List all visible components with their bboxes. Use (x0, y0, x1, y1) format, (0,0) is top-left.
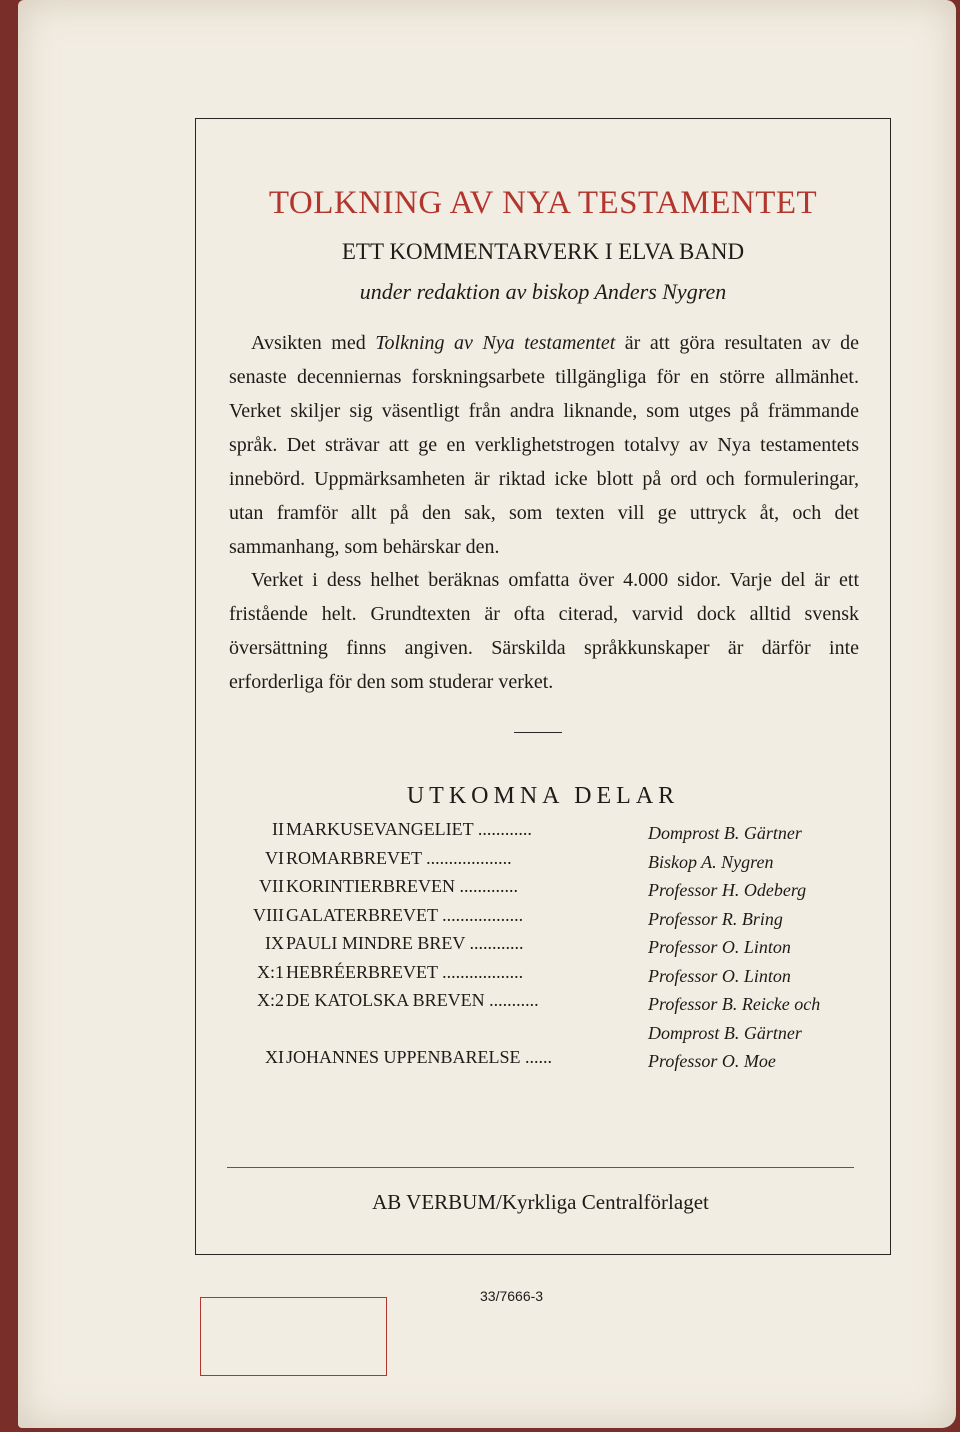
list-item (196, 819, 892, 848)
volume-title: KORINTIERBREVEN ............. (286, 876, 518, 896)
volume-title: DE KATOLSKA BREVEN ........... (286, 990, 539, 1010)
isbn-number: 33/7666-3 (480, 1288, 544, 1304)
content-frame (195, 118, 891, 1255)
volume-title: ROMARBREVET ................... (286, 847, 512, 868)
volume-author: Professor O. Linton (648, 965, 791, 986)
volume-author-line-2: Domprost B. Gärtner (648, 1022, 802, 1043)
intro-rest: är att göra resultaten av de senaste decenniernas forskningsarbete tillgängliga för en större allmänhet. Verket skiljer sig väsentligt från andra liknande, som utges på främmande språk. Det strävar att ge en verklighetstrogen totalvy av Nya testamentets innebörd. Uppmärksamheten är riktad icke blott på ord och formuleringar, utan framför allt på den sak, som texten vill ge uttryck åt, och det sammanhang, som behärskar den. (229, 332, 860, 558)
delar-heading: UTKOMNA DELAR (406, 783, 680, 809)
volume-author: Domprost B. Gärtner (648, 823, 802, 843)
volume-title: GALATERBREVET .................. (286, 904, 524, 925)
volume-number: VI (265, 847, 284, 868)
volume-number: VIII (253, 904, 284, 925)
volume-number: II (272, 819, 284, 839)
volume-author (648, 990, 878, 1047)
intro-paragraph-1 (229, 326, 859, 564)
volume-author: Professor H. Odeberg (648, 880, 807, 900)
price-box (200, 1297, 387, 1376)
intro-paragraph-2 (229, 563, 859, 699)
volume-number: IX (265, 933, 284, 953)
list-item (196, 905, 892, 934)
volume-author: Professor O. Linton (648, 937, 791, 957)
volume-author: Professor O. Moe (648, 1051, 776, 1071)
list-item (196, 876, 892, 905)
list-item (196, 1047, 892, 1076)
list-item (196, 962, 892, 991)
list-item (196, 990, 892, 1047)
intro-italic-title: Tolkning av Nya testamentet (375, 332, 616, 354)
volume-author-line-1: Professor B. Reicke och (648, 994, 821, 1014)
volume-title: MARKUSEVANGELIET ............ (286, 819, 532, 839)
volume-author: Professor R. Bring (648, 908, 783, 929)
series-title: TOLKNING AV NYA TESTAMENTET (268, 185, 818, 221)
intro-p2-text: Verket i dess helhet beräknas omfatta över 4.000 sidor. Varje del är ett fristående helt. Grundtexten är ofta citerad, varvid dock alltid svensk översättning finns angiven. Särskilda språkkunskaper är därför inte erforderliga för den som studerar verket. (229, 569, 859, 693)
list-item (196, 933, 892, 962)
delar-list (196, 819, 892, 1076)
publisher-rule (227, 1167, 854, 1168)
editor-line: under redaktion av biskop Anders Nygren (359, 279, 727, 304)
volume-title: HEBRÉERBREVET .................. (286, 961, 524, 982)
intro-lead: Avsikten med (251, 332, 376, 354)
series-subtitle: ETT KOMMENTARVERK I ELVA BAND (341, 239, 745, 264)
volume-title: JOHANNES UPPENBARELSE ...... (286, 1047, 553, 1067)
volume-title: PAULI MINDRE BREV ............ (286, 933, 524, 953)
publisher-name: AB VERBUM/Kyrkliga Centralförlaget (372, 1190, 709, 1214)
volume-number: X:1 (257, 961, 284, 982)
volume-number: XI (265, 1047, 284, 1067)
list-item (196, 848, 892, 877)
section-divider (514, 732, 562, 733)
volume-author: Biskop A. Nygren (648, 851, 774, 872)
volume-number: X:2 (257, 990, 284, 1010)
volume-number: VII (259, 876, 284, 896)
